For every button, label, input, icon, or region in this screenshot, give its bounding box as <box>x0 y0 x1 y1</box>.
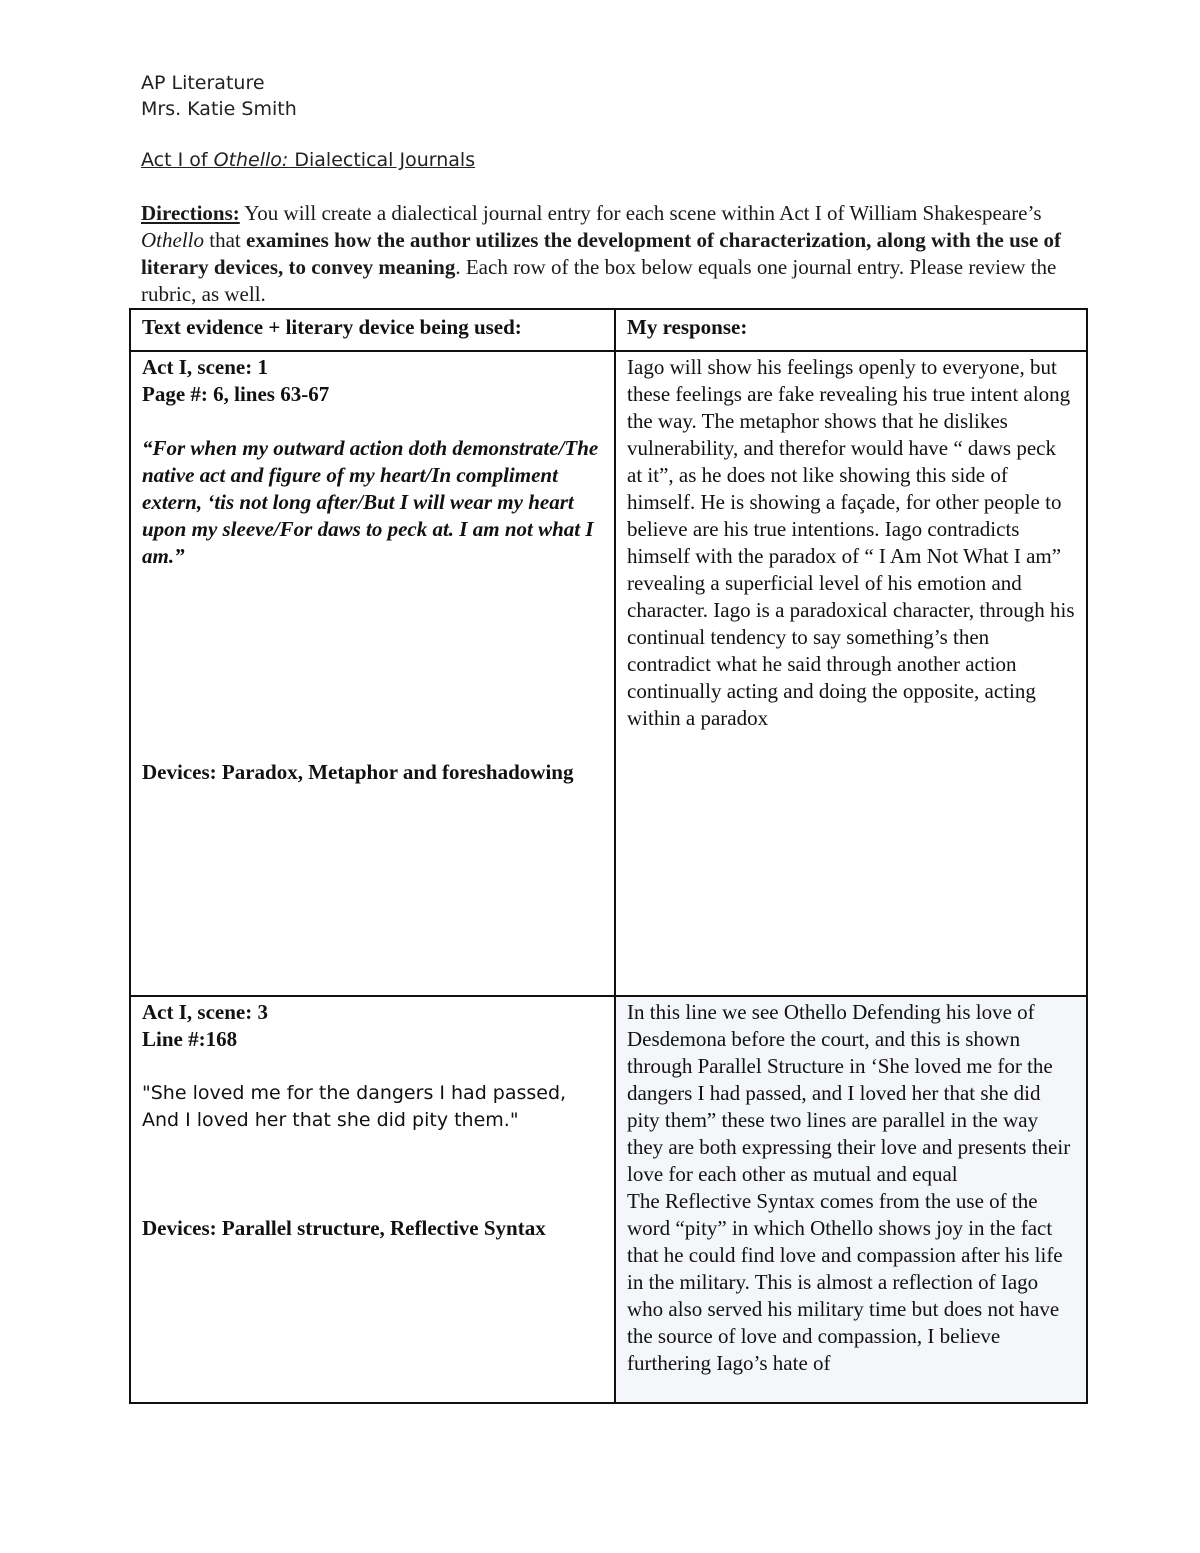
journal-table <box>129 308 1088 1404</box>
devices-label: Devices: Parallel structure, Reflective Syntax <box>142 1216 546 1240</box>
header-my-response: My response: <box>615 309 1087 351</box>
table-row <box>130 996 1087 1403</box>
document-title <box>141 147 475 173</box>
teacher-name: Mrs. Katie Smith <box>141 98 297 120</box>
evidence-cell <box>130 996 615 1403</box>
quoted-passage-line-1: "She loved me for the dangers I had passed, <box>142 1082 567 1104</box>
table-row <box>130 351 1087 996</box>
directions-text-4: box below equals one journal entry. Please review the rubric, as well. <box>141 255 1057 306</box>
directions-label: Directions: <box>141 201 240 225</box>
response-cell <box>615 996 1087 1403</box>
location-label: Page #: 6, lines 63-67 <box>142 382 330 406</box>
scene-label: Act I, scene: 1 <box>142 355 268 379</box>
evidence-cell <box>130 351 615 996</box>
directions-text-3: . Each row of the <box>455 255 605 279</box>
header-text-evidence: Text evidence + literary device being used: <box>130 309 615 351</box>
title-work: Othello: <box>213 149 289 171</box>
course-name: AP Literature <box>141 72 265 94</box>
table-header-row <box>130 309 1087 351</box>
directions-work-title: Othello <box>141 228 204 252</box>
location-label: Line #:168 <box>142 1027 238 1051</box>
response-text-part-2: The Reflective Syntax comes from the use of the word “pity” in which Othello shows joy in the fact that he could find love and compassion after his life in the military. This is almost a reflection of Iago who also served his military time but does not have the source of love and compassion, I believe furthering Iago’s hate of <box>627 1189 1063 1375</box>
directions-emphasis: examines how the author utilizes the development of characterization, along with the use of literary devices, to convey meaning <box>141 228 1062 279</box>
title-prefix: Act I of <box>141 149 214 171</box>
response-text: Iago will show his feelings openly to everyone, but these feelings are fake revealing his true intent along the way. The metaphor shows that he dislikes vulnerability, and therefor would have “ daws peck at it”, as he does not like showing this side of himself. He is showing a façade, for other people to believe are his true intentions. Iago contradicts himself with the paradox of “ I Am Not What I am” revealing a superficial level of his emotion and character. Iago is a paradoxical character, through his continual tendency to say something’s then contradict what he said through another action continually acting and doing the opposite, acting within a paradox <box>627 355 1075 730</box>
title-suffix: Dialectical Journals <box>288 149 476 171</box>
devices-label: Devices: Paradox, Metaphor and foreshadowing <box>142 760 574 784</box>
quoted-passage-line-2: And I loved her that she did pity them." <box>142 1109 519 1131</box>
directions-paragraph <box>141 200 1076 308</box>
scene-label: Act I, scene: 3 <box>142 1000 268 1024</box>
response-text-part-1: In this line we see Othello Defending his love of Desdemona before the court, and this is shown through Parallel Structure in ‘She loved me for the dangers I had passed, and I loved her that she did pity them” these two lines are parallel in the way they are both expressing their love and presents their love for each other as mutual and equal <box>627 1000 1071 1186</box>
directions-text-2: that <box>204 228 246 252</box>
directions-text-1: You will create a dialectical journal entry for each scene within Act I of William Shakespeare’s <box>239 201 1042 225</box>
response-cell <box>615 351 1087 996</box>
quoted-passage: “For when my outward action doth demonstrate/The native act and figure of my heart/In compliment extern, ‘tis not long after/But I will wear my heart upon my sleeve/For daws to peck at. I am not what I am.” <box>142 436 599 568</box>
